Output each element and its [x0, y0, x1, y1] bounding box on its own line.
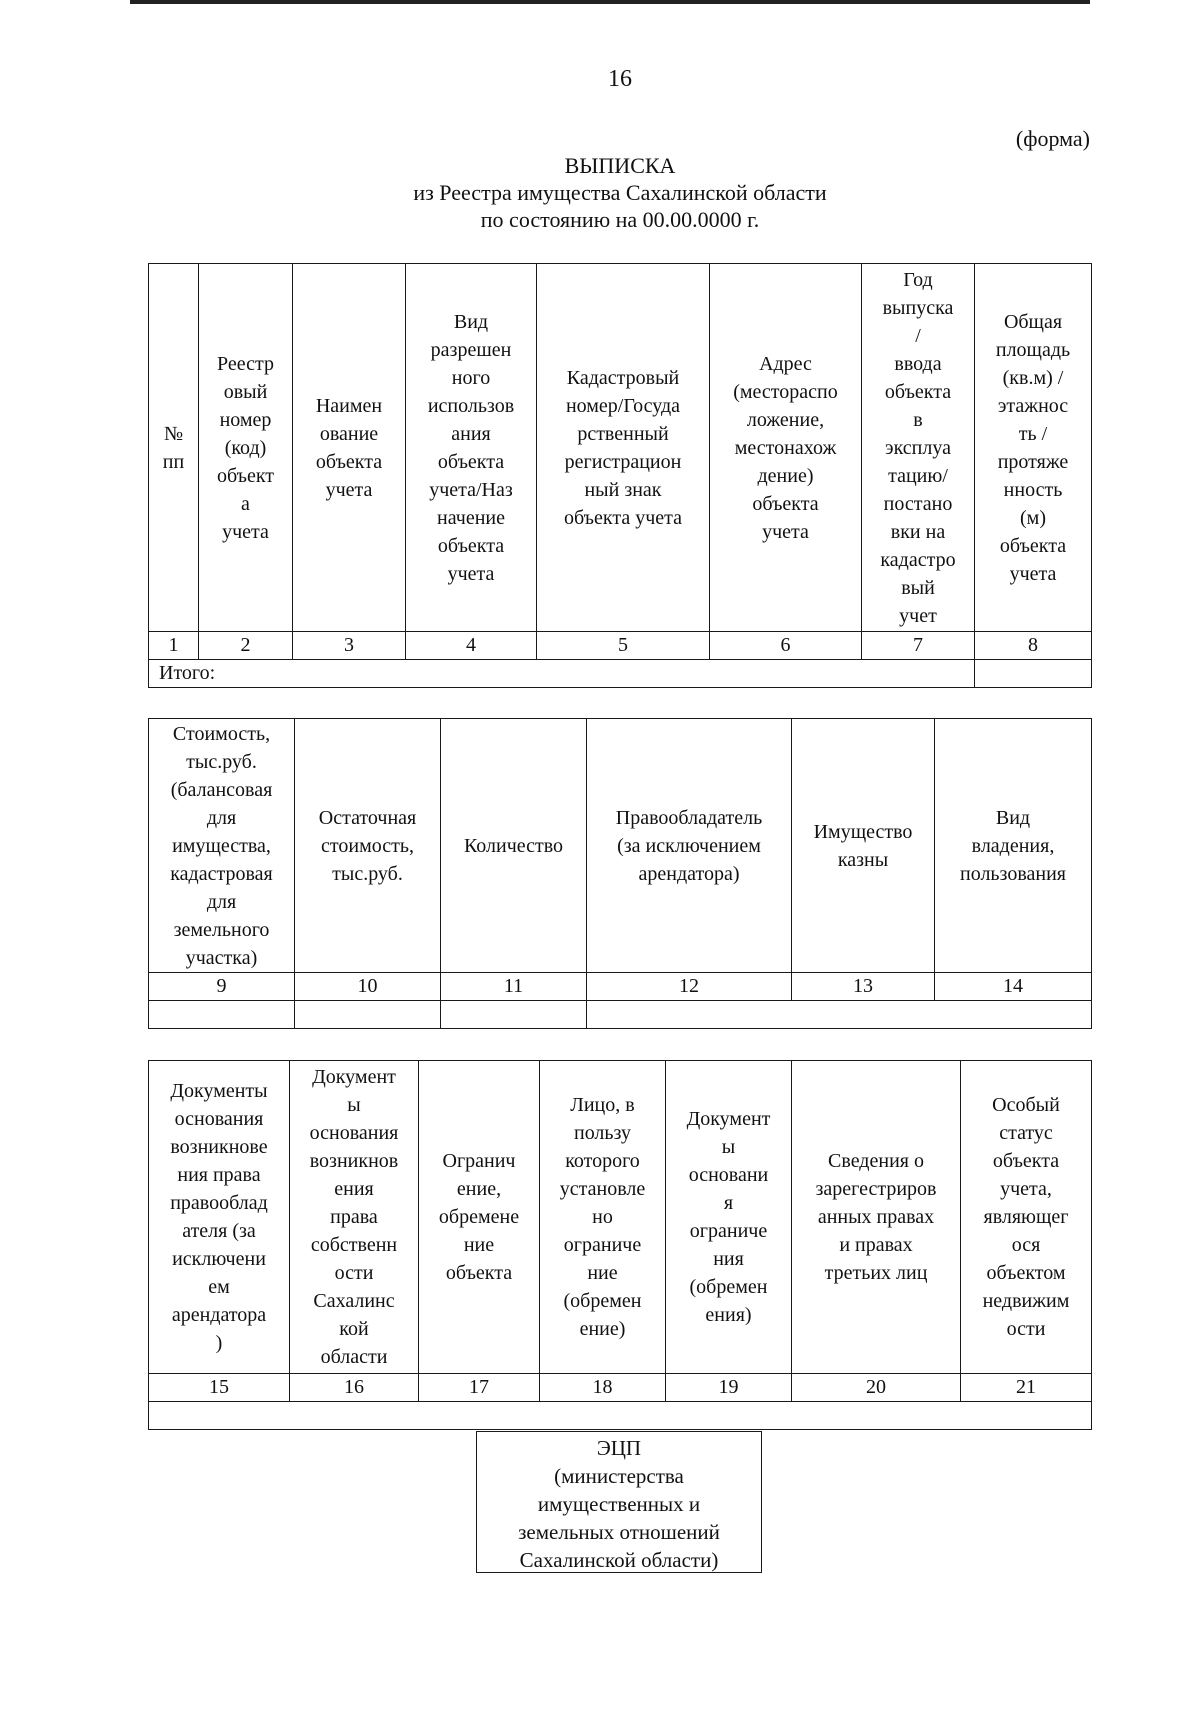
empty-cell [149, 1402, 1092, 1430]
registry-table-1 [148, 263, 1092, 688]
header-cell-beneficiary: Лицо, в пользу которого установле но ограниче ние (обремен ение) [540, 1061, 666, 1374]
column-number: 15 [149, 1374, 290, 1402]
column-number: 3 [293, 632, 406, 660]
column-number: 14 [935, 973, 1092, 1001]
column-number: 8 [975, 632, 1092, 660]
header-cell-number: № пп [149, 264, 199, 632]
column-number: 19 [666, 1374, 792, 1402]
registry-table-3 [148, 1060, 1092, 1430]
form-label: (форма) [1015, 126, 1090, 151]
top-edge-line [130, 0, 1090, 4]
header-cell-special-status: Особый статус объекта учета, являющег ося объектом недвижим ости [961, 1061, 1092, 1374]
empty-cell [149, 1001, 295, 1029]
title-line-2: из Реестра имущества Сахалинской области [413, 180, 827, 205]
header-cell-area: Общая площадь (кв.м) / этажнос ть / протяже нность (м) объекта учета [975, 264, 1092, 632]
header-cell-registered-rights: Сведения о зарегестриров анных правах и правах третьих лиц [792, 1061, 961, 1374]
registry-table-2 [148, 718, 1092, 1029]
header-cell-object-name: Наимен ование объекта учета [293, 264, 406, 632]
total-value-cell [975, 660, 1092, 688]
total-label: Итого: [149, 660, 975, 688]
empty-cell [587, 1001, 1092, 1029]
column-number: 10 [295, 973, 441, 1001]
page-number: 16 [608, 66, 632, 92]
column-number: 2 [199, 632, 293, 660]
header-cell-treasury-property: Имущество казны [792, 719, 935, 973]
column-number: 5 [537, 632, 710, 660]
column-number: 9 [149, 973, 295, 1001]
header-cell-encumbrance-documents: Документ ы основани я ограниче ния (обремен ения) [666, 1061, 792, 1374]
header-cell-value: Стоимость, тыс.руб. (балансовая для имущества, кадастровая для земельного участка) [149, 719, 295, 973]
header-cell-residual-value: Остаточная стоимость, тыс.руб. [295, 719, 441, 973]
column-number: 13 [792, 973, 935, 1001]
header-cell-ownership-type: Вид владения, пользования [935, 719, 1092, 973]
column-number: 20 [792, 1374, 961, 1402]
column-number: 4 [406, 632, 537, 660]
header-cell-cadastral-number: Кадастровый номер/Госуда рственный регистрацион ный знак объекта учета [537, 264, 710, 632]
header-cell-right-holder: Правообладатель (за исключением арендатора) [587, 719, 792, 973]
title-line-3: по состоянию на 00.00.0000 г. [480, 207, 760, 232]
header-cell-address: Адрес (местораспо ложение, местонахож дение) объекта учета [710, 264, 862, 632]
header-cell-ownership-documents: Документ ы основания возникнов ения права собственн ости Сахалинс кой области [290, 1061, 419, 1374]
header-cell-year: Год выпуска / ввода объекта в эксплуа тацию/ постано вки на кадастро вый учет [862, 264, 975, 632]
column-number: 21 [961, 1374, 1092, 1402]
empty-cell [295, 1001, 441, 1029]
header-cell-right-documents: Документы основания возникнове ния права правооблад ателя (за исключени ем арендатора ) [149, 1061, 290, 1374]
column-number: 17 [419, 1374, 540, 1402]
column-number: 16 [290, 1374, 419, 1402]
digital-signature-text: ЭЦП (министерства имущественных и земельных отношений Сахалинской области) [518, 1436, 720, 1572]
column-number: 12 [587, 973, 792, 1001]
digital-signature-box [476, 1431, 762, 1573]
column-number: 18 [540, 1374, 666, 1402]
column-number: 6 [710, 632, 862, 660]
column-number: 7 [862, 632, 975, 660]
column-number: 11 [441, 973, 587, 1001]
empty-cell [441, 1001, 587, 1029]
header-cell-encumbrance: Огранич ение, обремене ние объекта [419, 1061, 540, 1374]
header-cell-registry-number: Реестр овый номер (код) объект а учета [199, 264, 293, 632]
document-title [0, 152, 1200, 233]
column-number: 1 [149, 632, 199, 660]
header-cell-quantity: Количество [441, 719, 587, 973]
title-line-1: ВЫПИСКА [564, 153, 676, 178]
header-cell-permitted-use: Вид разрешен ного использов ания объекта учета/Наз начение объекта учета [406, 264, 537, 632]
